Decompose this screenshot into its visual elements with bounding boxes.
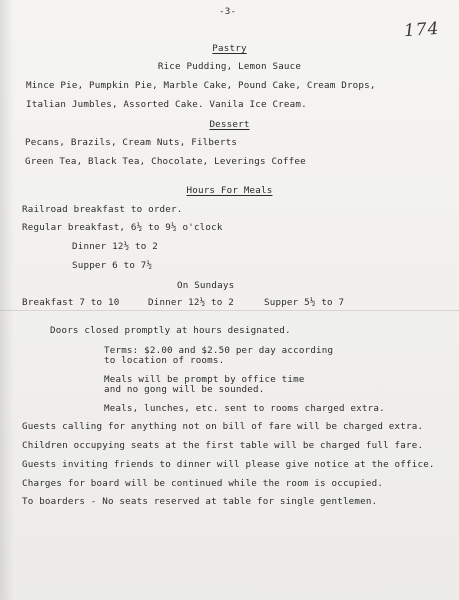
guests-calling-notice: Guests calling for anything not on bill of fare will be charged extra.: [22, 421, 424, 432]
pastry-line-1: Rice Pudding, Lemon Sauce: [157, 61, 302, 72]
dinner-hours: Dinner 12½ to 2: [72, 241, 158, 252]
hours-heading: Hours For Meals: [186, 185, 273, 196]
boarders-notice: To boarders - No seats reserved at table for single gentlemen.: [22, 496, 378, 507]
page-number: -3-: [219, 6, 237, 17]
dessert-heading: Dessert: [209, 119, 250, 130]
paper-fold-crease: [0, 310, 459, 311]
railroad-breakfast: Railroad breakfast to order.: [22, 204, 183, 215]
dessert-line-2: Green Tea, Black Tea, Chocolate, Leverings Coffee: [25, 156, 306, 167]
children-notice: Children occupying seats at the first table will be charged full fare.: [22, 440, 424, 451]
meals-prompt-line-1: Meals will be prompt by office time: [104, 374, 305, 385]
pastry-heading: Pastry: [212, 43, 247, 54]
sundays-breakfast: Breakfast 7 to 10: [22, 297, 120, 308]
doors-notice: Doors closed promptly at hours designated.: [50, 325, 291, 336]
sundays-dinner: Dinner 12½ to 2: [148, 297, 234, 308]
dessert-line-1: Pecans, Brazils, Cream Nuts, Filberts: [25, 137, 238, 148]
guests-inviting-notice: Guests inviting friends to dinner will please give notice at the office.: [22, 459, 435, 470]
handwritten-page-number: 174: [403, 18, 441, 42]
terms-line-2: to location of rooms.: [104, 355, 225, 366]
pastry-line-3: Italian Jumbles, Assorted Cake. Vanila Ice Cream.: [26, 99, 307, 110]
pastry-line-2: Mince Pie, Pumpkin Pie, Marble Cake, Pound Cake, Cream Drops,: [26, 80, 376, 91]
room-service-notice: Meals, lunches, etc. sent to rooms charged extra.: [104, 403, 385, 414]
terms-line-1: Terms: $2.00 and $2.50 per day according: [104, 345, 334, 356]
scan-edge-shadow: [0, 0, 14, 600]
board-charges-notice: Charges for board will be continued while the room is occupied.: [22, 478, 384, 489]
regular-breakfast: Regular breakfast, 6½ to 9½ o'clock: [22, 222, 223, 233]
meals-prompt-line-2: and no gong will be sounded.: [104, 384, 265, 395]
supper-hours: Supper 6 to 7½: [72, 260, 153, 271]
sundays-heading: On Sundays: [177, 280, 235, 291]
sundays-supper: Supper 5½ to 7: [264, 297, 345, 308]
